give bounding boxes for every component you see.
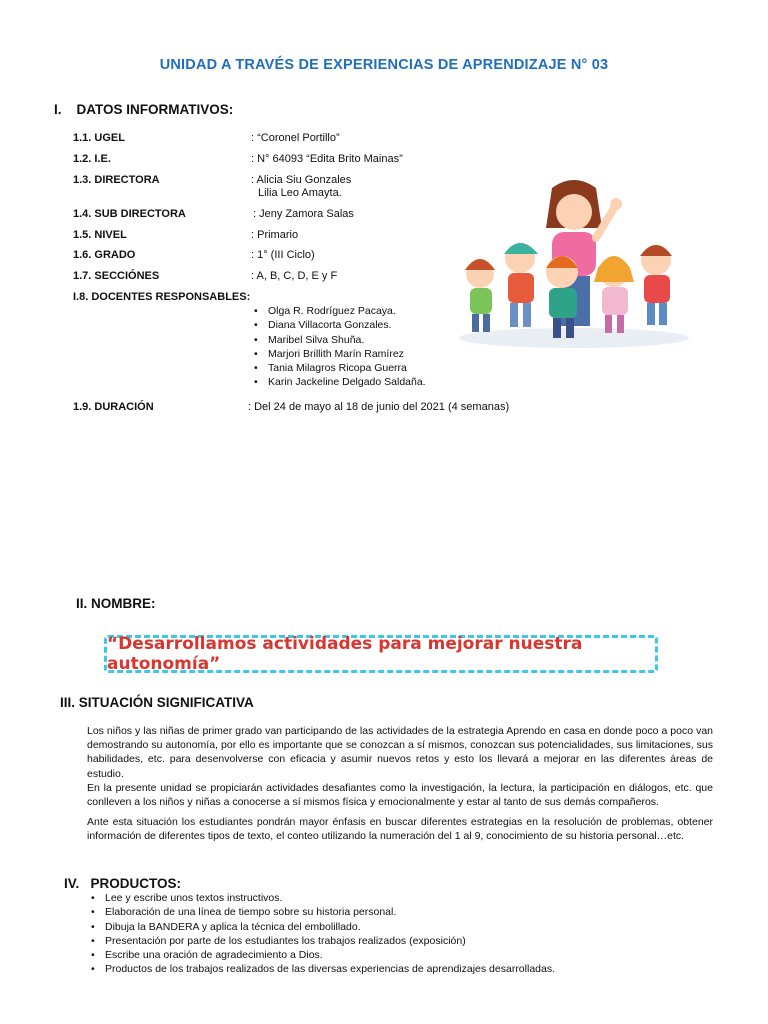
section-3-title: SITUACIÓN SIGNIFICATIVA	[78, 695, 254, 710]
list-item: • Presentación por parte de los estudiantes los trabajos realizados (exposición)	[91, 934, 731, 948]
section-4-title: PRODUCTOS:	[90, 876, 182, 891]
teacher-and-children-icon	[452, 176, 696, 352]
section-1-title: DATOS INFORMATIVOS:	[76, 102, 234, 117]
list-item: • Marjori Brillith Marín Ramírez	[254, 347, 514, 361]
value-ie: : N° 64093 “Edita Brito Mainas”	[251, 153, 403, 165]
value-directora: : Alicia Siu Gonzales	[251, 174, 352, 186]
list-item: • Escribe una oración de agradecimiento a Dios.	[91, 948, 731, 962]
value-grado: : 1° (III Ciclo)	[251, 249, 315, 261]
paragraph: Ante esta situación los estudiantes pondrán mayor énfasis en buscar diferentes estrategias en la resolución de problemas, obtener información de diferentes tipos de texto, el conteo utilizando la numeración del 1 al 9, conocimiento de su historia personal…etc.	[87, 816, 713, 843]
label-duracion: 1.9. DURACIÓN	[73, 401, 154, 413]
section-1-number: I.	[54, 102, 62, 117]
products-list	[91, 891, 731, 977]
situation-text	[87, 724, 713, 844]
list-item: • Olga R. Rodríguez Pacaya.	[254, 304, 514, 318]
list-item: • Karin Jackeline Delgado Saldaña.	[254, 375, 514, 389]
value-duracion: : Del 24 de mayo al 18 de junio del 2021 (4 semanas)	[248, 401, 510, 413]
value-ugel: : “Coronel Portillo”	[251, 132, 340, 144]
section-2-heading	[76, 596, 156, 611]
list-item: • Diana Villacorta Gonzales.	[254, 318, 514, 332]
label-secciones: 1.7. SECCIÓNES	[73, 270, 160, 282]
label-docentes: I.8. DOCENTES RESPONSABLES:	[73, 291, 251, 303]
label-directora: 1.3. DIRECTORA	[73, 174, 160, 186]
value-directora-2: Lilia Leo Amayta.	[258, 187, 342, 199]
value-secciones: : A, B, C, D, E y F	[251, 270, 338, 282]
list-item: • Tania Milagros Ricopa Guerra	[254, 361, 514, 375]
document-title: UNIDAD A TRAVÉS DE EXPERIENCIAS DE APRENDIZAJE N° 03	[159, 57, 609, 73]
label-nivel: 1.5. NIVEL	[73, 229, 127, 241]
paragraph: Los niños y las niñas de primer grado van participando de las actividades de la estrategia Aprendo en casa en donde poco a poco van demostrando su autonomía, por ello es importante que se conozcan a sí mismos, conozcan sus potencialidades, sus limitaciones, sus habilidades, etc. para desenvolverse con eficacia y asumir nuevos retos y esto los llevará a mejorar en las diferentes áreas de estudio.	[87, 725, 713, 780]
label-ie: 1.2. I.E.	[73, 153, 111, 165]
list-item: • Elaboración de una línea de tiempo sobre su historia personal.	[91, 905, 731, 919]
label-subdirectora: 1.4. SUB DIRECTORA	[73, 208, 186, 220]
paragraph: En la presente unidad se propiciarán actividades desafiantes como la investigación, la lectura, la participación en diálogos, etc. que conlleven a los niños y niñas a conocerse a sí mismos física y emocionalmente y estar al tanto de sus demás compañeros.	[87, 781, 713, 809]
section-1-heading	[54, 102, 233, 117]
list-item: • Dibuja la BANDERA y aplica la técnica del embolillado.	[91, 920, 731, 934]
label-ugel: 1.1. UGEL	[73, 132, 125, 144]
value-nivel: : Primario	[251, 229, 299, 241]
section-2-number: II.	[76, 596, 88, 611]
section-4-number: IV.	[64, 876, 80, 891]
list-item: • Lee y escribe unos textos instructivos.	[91, 891, 731, 905]
list-item: • Productos de los trabajos realizados de las diversas experiencias de aprendizajes desarrolladas.	[91, 962, 731, 976]
label-grado: 1.6. GRADO	[73, 249, 136, 261]
value-subdirectora: : Jeny Zamora Salas	[253, 208, 354, 220]
section-3-number: III.	[60, 695, 76, 710]
section-2-title: NOMBRE:	[91, 596, 156, 611]
section-4-heading	[64, 876, 181, 891]
list-item: • Maribel Silva Shuña.	[254, 333, 514, 347]
section-3-heading	[60, 695, 254, 710]
unit-name: “Desarrollamos actividades para mejorar nuestra autonomía”	[107, 634, 583, 674]
unit-name-box	[104, 635, 658, 673]
